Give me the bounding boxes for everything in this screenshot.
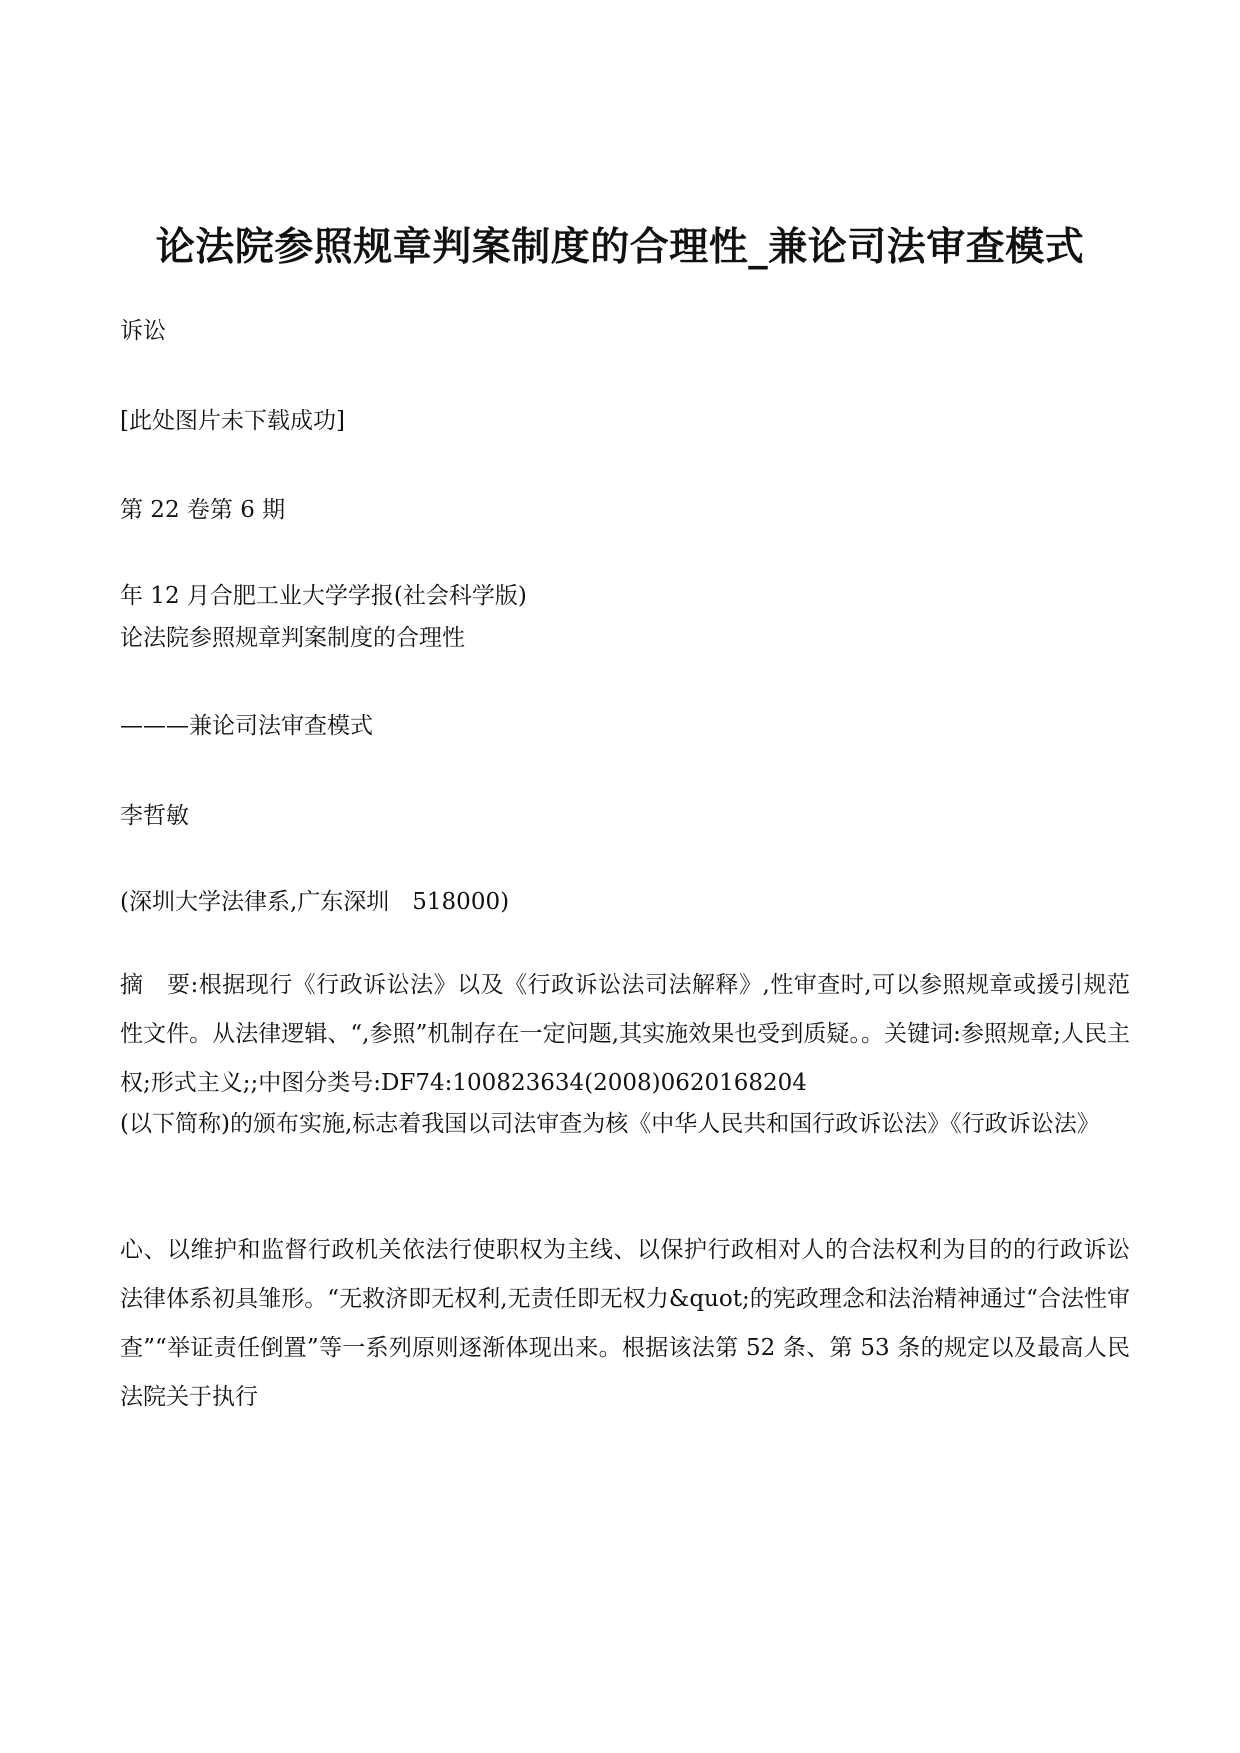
abstract-continuation: (以下简称)的颁布实施,标志着我国以司法审查为核《中华人民共和国行政诉讼法》《行政诉讼法》 <box>120 1111 1100 1137</box>
author-affiliation: (深圳大学法律系,广东深圳 518000) <box>120 889 510 915</box>
image-placeholder-text: [此处图片未下载成功] <box>120 408 345 434</box>
document-title: 论法院参照规章判案制度的合理性_兼论司法审查模式 <box>155 225 1085 270</box>
article-subtitle-secondary: ———兼论司法审查模式 <box>120 713 373 739</box>
journal-line: 年 12 月合肥工业大学学报(社会科学版) <box>120 583 527 609</box>
category-label: 诉讼 <box>120 318 166 344</box>
volume-issue: 第 22 卷第 6 期 <box>120 497 286 523</box>
abstract-paragraph: 摘 要:根据现行《行政诉讼法》以及《行政诉讼法司法解释》,性审查时,可以参照规章或援引规范性文件。从法律逻辑、“,参照”机制存在一定问题,其实施效果也受到质疑。。关键词:参照规章;人民主权;形式主义;;中图分类号:DF74:100823634(2008)0620168204 <box>120 972 1130 1096</box>
author-name: 李哲敏 <box>120 803 189 829</box>
body-paragraph: 心、以维护和监督行政机关依法行使职权为主线、以保护行政相对人的合法权利为目的的行政诉讼法律体系初具雏形。“无救济即无权利,无责任即无权力&quot;的宪政理念和法治精神通过“合法性审查”“举证责任倒置”等一系列原则逐渐体现出来。根据该法第 52 条、第 53 条的规定以及最高人民法院关于执行 <box>120 1237 1130 1410</box>
article-subtitle-main: 论法院参照规章判案制度的合理性 <box>120 625 465 651</box>
